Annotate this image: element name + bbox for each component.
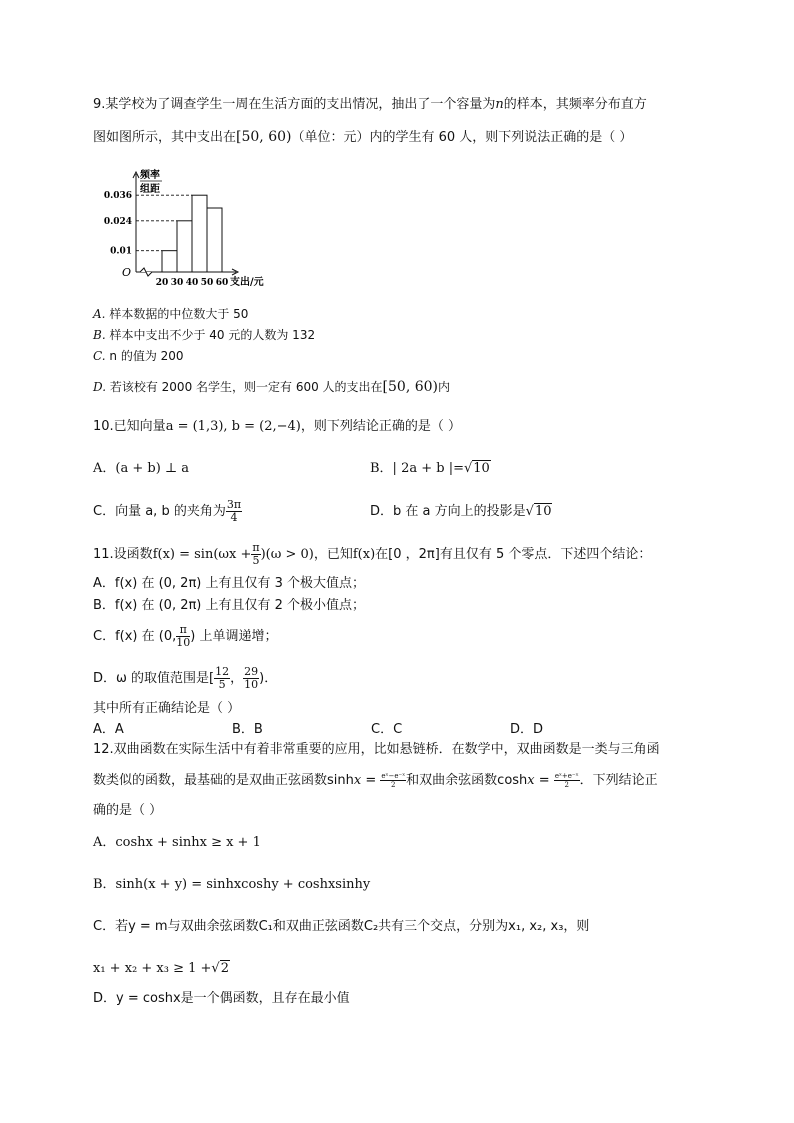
q11-text-a: 11.设函数 [93, 547, 153, 562]
histogram-bar [192, 195, 207, 272]
q11-option-a-text: A．f(x) 在 (0, 2π) 上有且仅有 3 个极大值点； [93, 576, 366, 591]
q11-text-b: ，已知 [313, 547, 353, 562]
q11-choice-c: C．C [371, 722, 403, 737]
q10-option-c-text: C．向量 a, b 的夹角为 [93, 504, 226, 519]
q10-options-row1 [93, 460, 713, 478]
q10-text-b: ，则下列结论正确的是（ ） [300, 419, 462, 434]
q9-option-c-label: C. [93, 349, 106, 363]
q12-sinh-fraction [380, 772, 406, 789]
q12-sinh-den: 2 [391, 781, 396, 789]
q12-text1: 12.双曲函数在实际生活中有着非常重要的应用，比如悬链桥．在数学中，双曲函数是一类与三角函 [93, 742, 660, 757]
q12-eq2: = [534, 773, 554, 788]
histogram-bar [177, 221, 192, 272]
q9-text-end: 的样本，其频率分布直方 [503, 97, 647, 112]
q11-text-c: 在[0 ，2π]有且仅有 5 个零点．下述四个结论： [375, 547, 652, 562]
q11-pi-over-5 [251, 542, 260, 567]
q10-option-d-sqrt: √10 [525, 504, 552, 519]
q10-text-a: 10.已知向量 [93, 419, 166, 434]
q10-option-b-radicand: 10 [473, 461, 490, 476]
q10-option-d-radicand: 10 [534, 504, 552, 519]
q12-x2: x [527, 773, 535, 788]
q9-option-d-interval: [50, 60) [382, 379, 438, 395]
q11-option-c [93, 620, 277, 654]
q11-question [93, 700, 240, 718]
q9-option-b-text: 样本中支出不少于 40 元的人数为 132 [109, 328, 316, 342]
q9-option-b [93, 326, 315, 344]
q11-option-c-fraction [176, 624, 190, 649]
y-tick-label: 0.01 [110, 246, 132, 257]
q9-interval: [50, 60) [236, 129, 292, 145]
q12-option-c-text: C．若y = m与双曲余弦函数C₁和双曲正弦函数C₂共有三个交点，分别为x₁, x₂, x₃，则 [93, 919, 590, 934]
q11-option-d-frac1 [214, 666, 230, 691]
q11-option-c-num: π [176, 624, 190, 637]
q10-option-c-num: 3π [226, 498, 242, 511]
q12-option-b-text: B．sinh(x + y) = sinhxcoshy + coshxsinhy [93, 877, 371, 892]
q12-option-c-sqrt: √2 [211, 961, 229, 976]
q12-stem-line3 [93, 802, 162, 820]
q11-function: f(x) = sin(ωx + [152, 547, 252, 562]
y-label-bottom: 组距 [140, 184, 160, 195]
q12-option-c-sum: x₁ + x₂ + x₃ ≥ 1 + [93, 961, 212, 976]
q11-option-b-text: B．f(x) 在 (0, 2π) 上有且仅有 2 个极小值点； [93, 598, 366, 613]
q11-question-text: 其中所有正确结论是（ ） [93, 701, 241, 716]
q12-text3: 确的是（ ） [93, 803, 163, 818]
q9-text2a: 图如图所示，其中支出在 [93, 130, 237, 145]
q9-option-a-label: A. [93, 307, 106, 321]
q12-option-c [93, 918, 589, 936]
q11-option-d-post: )． [259, 671, 278, 686]
histogram-bar [207, 208, 222, 272]
q10-option-b [370, 460, 491, 478]
x-tick-label: 20 [155, 278, 169, 288]
q10-option-c-fraction [226, 499, 242, 524]
q11-five: 5 [252, 554, 260, 567]
q11-option-d [93, 662, 277, 696]
q11-option-a [93, 575, 365, 593]
q12-sinh-num: eˣ−e⁻ˣ [381, 772, 406, 780]
y-label-top: 频率 [140, 170, 160, 181]
q11-option-d-d2: 10 [244, 678, 259, 691]
q11-fx: f(x) [352, 547, 376, 562]
q11-option-c-post: ) 上单调递增； [190, 629, 278, 644]
q12-eq1: = [361, 773, 381, 788]
q12-cosh-num: eˣ+e⁻ˣ [554, 772, 579, 780]
q11-option-d-pre: D．ω 的取值范围是[ [93, 671, 215, 686]
q9-text2b: （单位：元）内的学生有 60 人，则下列说法正确的是（ ） [291, 130, 633, 145]
q12-text2a: 数类似的函数，最基础的是双曲正弦函数sinh [93, 773, 354, 788]
q12-option-a-text: A．coshx + sinhx ≥ x + 1 [93, 835, 261, 850]
q11-choices [93, 721, 693, 739]
q9-option-d-label: D. [93, 380, 107, 394]
q12-cosh-den: 2 [564, 781, 569, 789]
q11-option-d-n1: 12 [215, 665, 230, 678]
q11-option-d-n2: 29 [244, 665, 259, 678]
q10-option-d [370, 494, 552, 530]
q12-text2c: ．下列结论正 [579, 773, 658, 788]
x-axis-label: 支出/元 [230, 277, 264, 288]
q9-option-c-text: n 的值为 200 [109, 349, 184, 363]
x-tick-label: 40 [185, 278, 199, 288]
q11-condition: )(ω > 0) [260, 547, 314, 562]
histogram-bar [162, 251, 177, 272]
x-tick-label: 50 [200, 278, 214, 288]
q12-option-a [93, 834, 261, 852]
q12-stem-line2 [93, 766, 658, 796]
q10-stem [93, 418, 461, 436]
q10-vectors: a = (1,3), b = (2,−4) [165, 419, 301, 434]
q9-option-c [93, 347, 184, 365]
q12-option-d [93, 990, 350, 1008]
histogram-chart [100, 168, 270, 298]
q11-option-c-pre: C．f(x) 在 (0, [93, 629, 177, 644]
q11-stem [93, 538, 651, 572]
q12-option-d-text: D．y = coshx是一个偶函数，且存在最小值 [93, 991, 350, 1006]
q11-pi: π [252, 541, 260, 554]
q9-option-d-tail: 内 [438, 380, 451, 394]
q12-text2b: 和双曲余弦函数cosh [406, 773, 528, 788]
q11-option-c-den: 10 [176, 636, 191, 649]
q12-option-b [93, 876, 370, 894]
q11-option-d-d1: 5 [218, 678, 226, 691]
q9-n: n [495, 97, 504, 112]
q12-cosh-fraction [554, 772, 580, 789]
q9-option-a [93, 305, 248, 323]
q12-x1: x [353, 773, 362, 788]
q11-option-d-mid: ， [230, 671, 244, 686]
q9-option-a-text: 样本数据的中位数大于 50 [109, 307, 249, 321]
q9-stem-line2 [93, 128, 632, 147]
q9-option-b-label: B. [93, 328, 106, 342]
y-tick-label: 0.036 [103, 191, 132, 202]
q9-stem-line1 [93, 96, 647, 114]
q10-option-a: A．(a + b) ⊥ a [93, 461, 190, 476]
q10-option-b-sqrt: √10 [463, 461, 490, 476]
q9-text: 9.某学校为了调查学生一周在生活方面的支出情况，抽出了一个容量为 [93, 97, 496, 112]
q10-option-d-text: D．b 在 a 方向上的投影是 [370, 504, 526, 519]
q12-option-c-cont [93, 960, 230, 978]
x-tick-label: 30 [170, 278, 184, 288]
q12-stem-line1 [93, 741, 660, 759]
q9-option-d-text: 若该校有 2000 名学生，则一定有 600 人的支出在 [109, 380, 383, 394]
y-tick-label: 0.024 [103, 216, 132, 227]
x-tick-label: 60 [215, 278, 229, 288]
q10-option-c-den: 4 [230, 511, 238, 524]
q11-option-d-frac2 [243, 666, 259, 691]
q11-choice-a: A．A [93, 722, 124, 737]
q10-option-b-text: B．| 2a + b |= [370, 461, 464, 476]
origin-label: O [122, 266, 132, 279]
q11-choice-b: B．B [232, 722, 263, 737]
q10-options-row2 [93, 494, 713, 530]
q11-option-b [93, 597, 365, 615]
q9-option-d [93, 378, 450, 396]
axis-break [140, 268, 152, 276]
q12-option-c-radicand: 2 [220, 961, 229, 976]
q11-choice-d: D．D [510, 722, 544, 737]
